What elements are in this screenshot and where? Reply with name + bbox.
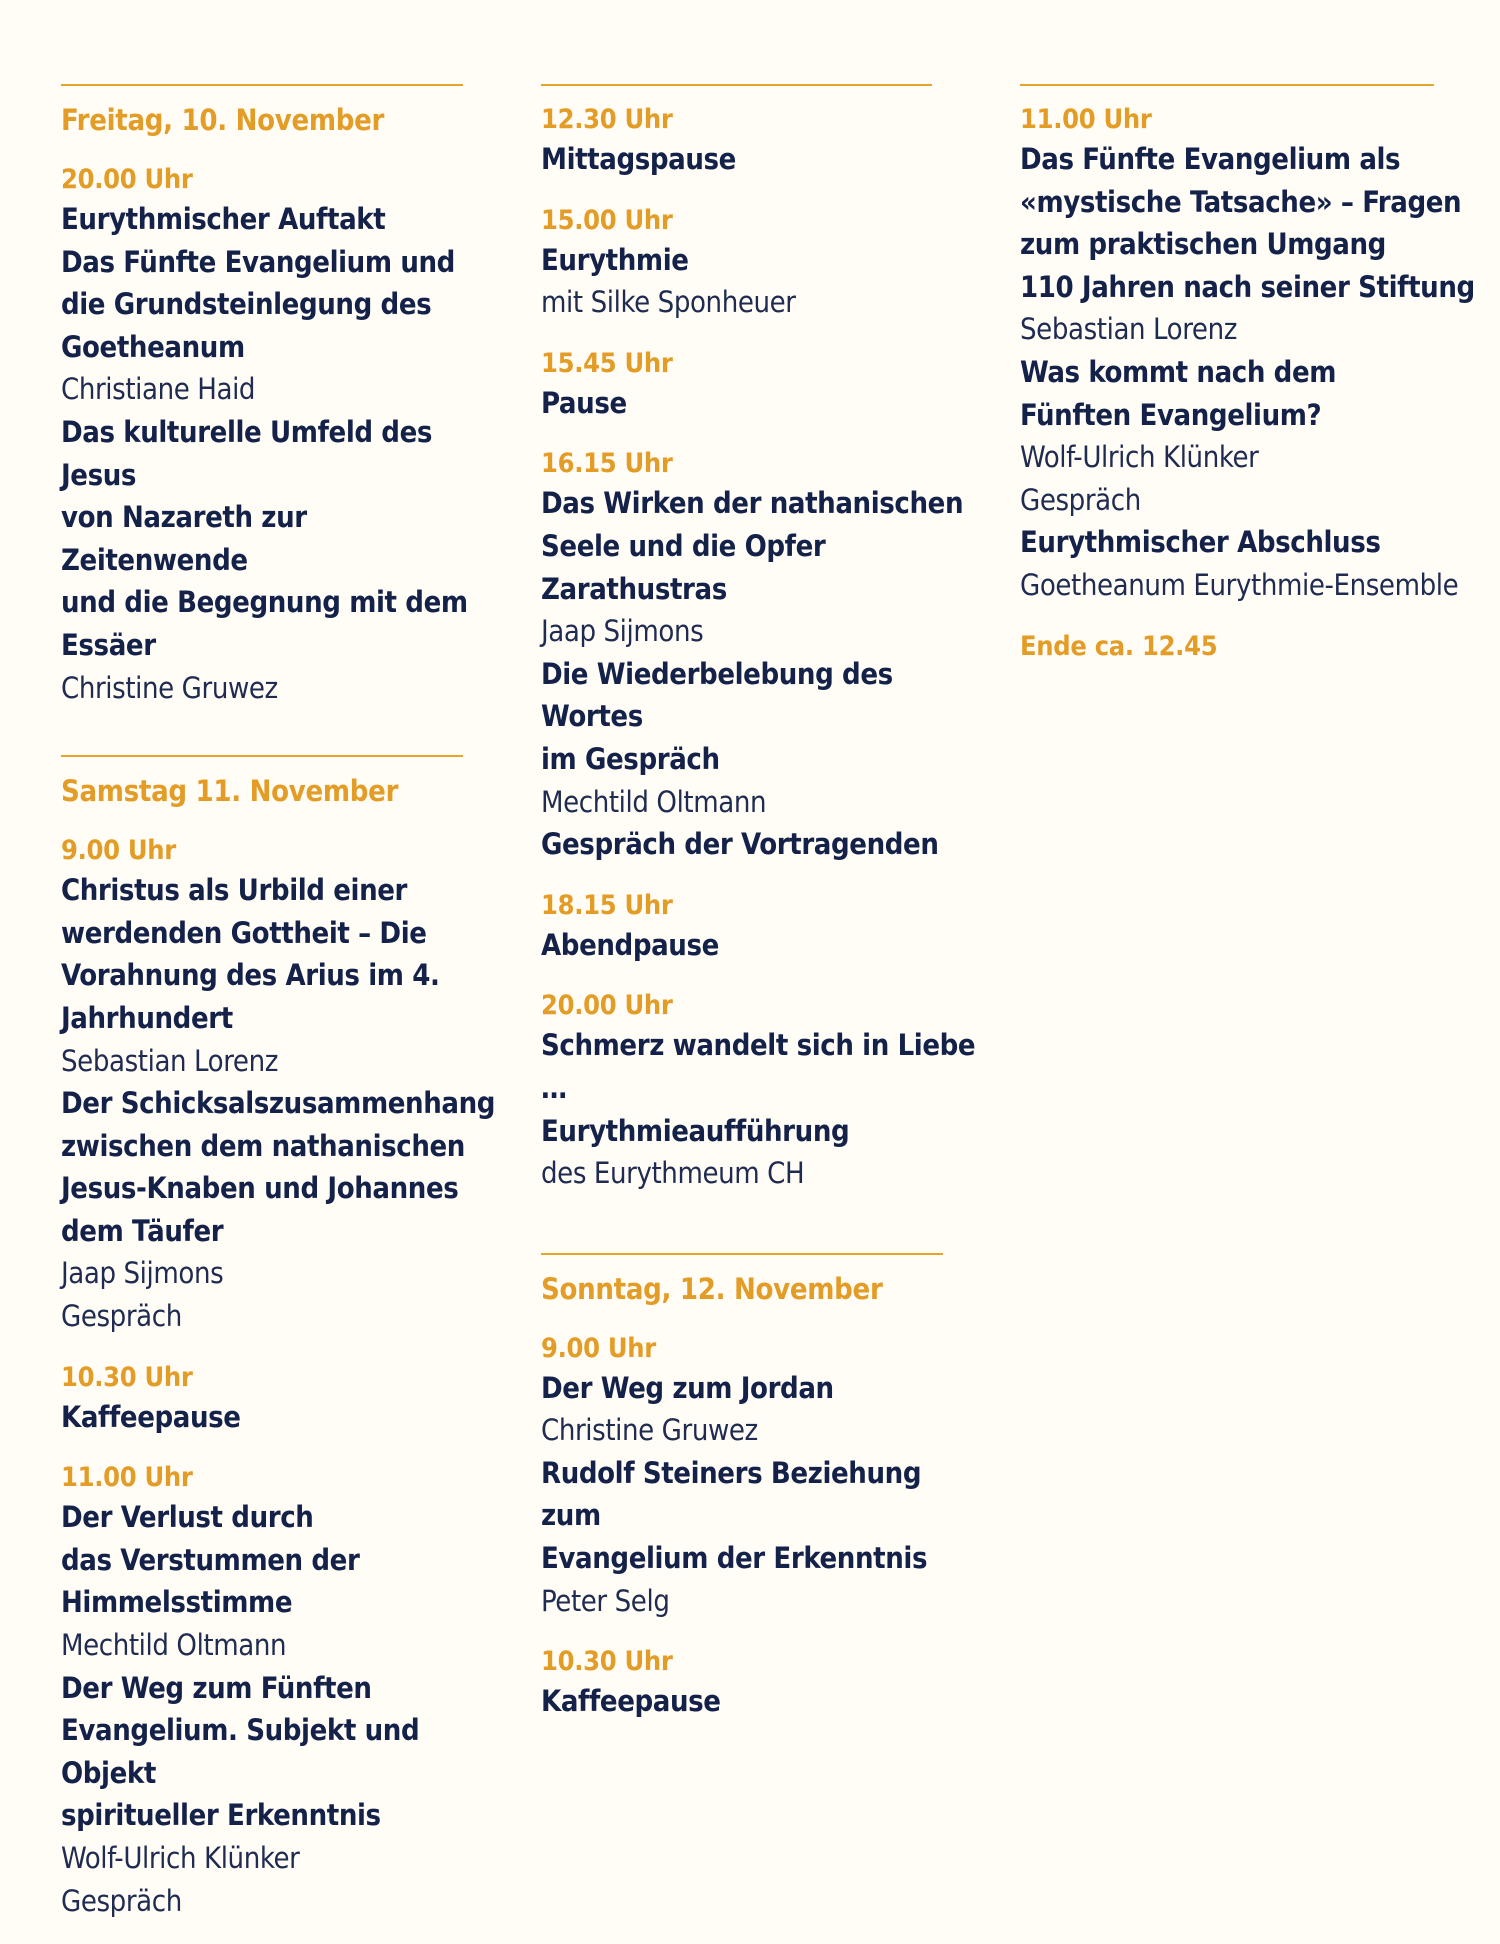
session-title: Rudolf Steiners Beziehung zum xyxy=(541,1455,922,1533)
discussion-label: Gespräch xyxy=(61,1299,182,1334)
slot-time: 20.00 Uhr xyxy=(541,990,673,1022)
session-title: von Nazareth zur Zeitenwende xyxy=(61,500,307,577)
slot-time: 10.30 Uhr xyxy=(61,1361,193,1393)
session-title: Jesus-Knaben und Johannes xyxy=(61,1171,459,1206)
speaker-name: mit Silke Sponheuer xyxy=(541,285,796,320)
performer-name: des Eurythmeum CH xyxy=(541,1156,805,1191)
program-slot xyxy=(1020,102,1490,607)
day-divider xyxy=(1020,84,1434,86)
slot-time: 15.00 Uhr xyxy=(541,204,673,236)
day-sunday xyxy=(541,1253,981,1723)
slot-time: 10.30 Uhr xyxy=(541,1646,673,1678)
session-title: Vorahnung des Arius im 4. xyxy=(61,958,440,993)
program-slot xyxy=(541,1331,981,1623)
column-1 xyxy=(61,84,501,1944)
program-slot xyxy=(541,988,981,1194)
session-title: zum praktischen Umgang xyxy=(1020,227,1386,262)
session-title: Fünften Evangelium? xyxy=(1020,397,1322,432)
speaker-name: Mechtild Oltmann xyxy=(541,784,767,819)
session-title: Das Fünfte Evangelium als xyxy=(1020,142,1401,176)
session-title: Jahrhundert xyxy=(61,1000,233,1035)
slot-time: 11.00 Uhr xyxy=(61,1462,193,1494)
day-divider xyxy=(61,84,463,86)
slot-time: 12.30 Uhr xyxy=(541,104,673,135)
session-title: Christus als Urbild einer xyxy=(61,873,408,908)
speaker-name: Mechtild Oltmann xyxy=(61,1628,287,1663)
session-title: Himmelsstimme xyxy=(61,1585,293,1620)
column-2 xyxy=(541,84,981,1745)
session-title: Die Wiederbelebung des Wortes xyxy=(541,656,893,734)
session-title: die Grundsteinlegung des xyxy=(61,287,432,322)
program-slot xyxy=(61,1360,501,1439)
session-title: Der Weg zum Jordan xyxy=(541,1370,834,1405)
session-title: Goetheanum xyxy=(61,329,245,364)
speaker-name: Christiane Haid xyxy=(61,372,256,407)
session-title: Der Weg zum Fünften xyxy=(61,1670,372,1705)
session-title: Kaffeepause xyxy=(61,1399,241,1434)
session-title: werdenden Gottheit – Die xyxy=(61,915,427,950)
day-divider xyxy=(541,1253,943,1255)
speaker-name: Jaap Sijmons xyxy=(541,614,704,649)
slot-time: 11.00 Uhr xyxy=(1020,104,1152,135)
program-slot xyxy=(541,346,981,425)
session-title: Was kommt nach dem xyxy=(1020,354,1337,389)
session-title: Seele und die Opfer xyxy=(541,528,826,563)
program-slot xyxy=(61,833,501,1338)
day-saturday xyxy=(61,755,501,1922)
session-title: Eurythmischer Abschluss xyxy=(1020,525,1381,560)
day-heading: Samstag 11. November xyxy=(61,774,399,809)
session-title: Das Wirken der nathanischen xyxy=(541,486,964,521)
program-slot xyxy=(541,203,981,324)
session-title: Abendpause xyxy=(541,927,719,962)
speaker-name: Wolf-Ulrich Klünker xyxy=(1020,440,1259,475)
slot-time: 20.00 Uhr xyxy=(61,164,193,195)
session-title: Das kulturelle Umfeld des Jesus xyxy=(61,414,433,492)
speaker-name: Sebastian Lorenz xyxy=(61,1043,279,1078)
session-title: spiritueller Erkenntnis xyxy=(61,1798,381,1833)
discussion-label: Gespräch xyxy=(1020,482,1141,517)
session-title: Eurythmischer Auftakt xyxy=(61,202,386,236)
slot-time: 16.15 Uhr xyxy=(541,448,673,480)
session-title: Das Fünfte Evangelium und xyxy=(61,244,455,279)
end-time: Ende ca. 12.45 xyxy=(1020,630,1218,662)
session-title: Der Schicksalszusammenhang xyxy=(61,1086,496,1121)
slot-time: 15.45 Uhr xyxy=(541,347,673,379)
session-title: Kaffeepause xyxy=(541,1684,721,1719)
session-title: zwischen dem nathanischen xyxy=(61,1128,465,1163)
session-title: und die Begegnung mit dem xyxy=(61,585,468,620)
session-title: Evangelium der Erkenntnis xyxy=(541,1541,928,1576)
day-friday xyxy=(61,84,501,709)
session-title: im Gespräch xyxy=(541,741,720,776)
session-title: Pause xyxy=(541,385,627,420)
speaker-name: Christine Gruwez xyxy=(61,670,278,705)
slot-time: 9.00 Uhr xyxy=(541,1332,656,1364)
day-divider xyxy=(541,84,932,86)
session-title: Eurythmie xyxy=(541,242,689,277)
day-saturday-continued xyxy=(541,84,981,1195)
program-slot xyxy=(61,162,501,709)
session-title: das Verstummen der xyxy=(61,1542,360,1577)
discussion-label: Gespräch xyxy=(61,1883,182,1918)
program-slot xyxy=(541,446,981,865)
session-title: Der Verlust durch xyxy=(61,1500,314,1535)
program-slot xyxy=(541,888,981,967)
session-title: Mittagspause xyxy=(541,142,736,176)
performer-name: Goetheanum Eurythmie-Ensemble xyxy=(1020,567,1459,602)
program-slot xyxy=(61,1460,501,1922)
session-title: Schmerz wandelt sich in Liebe … xyxy=(541,1028,976,1105)
day-heading: Freitag, 10. November xyxy=(61,103,385,137)
session-title: Evangelium. Subjekt und Objekt xyxy=(61,1713,420,1790)
day-divider xyxy=(61,755,463,757)
session-title: Zarathustras xyxy=(541,571,727,606)
speaker-name: Wolf-Ulrich Klünker xyxy=(61,1841,300,1875)
program-slot xyxy=(541,1644,981,1723)
session-title: «mystische Tatsache» – Fragen xyxy=(1020,184,1462,219)
speaker-name: Sebastian Lorenz xyxy=(1020,312,1238,347)
speaker-name: Peter Selg xyxy=(541,1583,670,1618)
session-title: 110 Jahren nach seiner Stiftung xyxy=(1020,269,1475,304)
session-title: Essäer xyxy=(61,627,156,662)
session-title: Gespräch der Vortragenden xyxy=(541,827,939,862)
program-slot xyxy=(541,102,981,181)
column-3 xyxy=(1020,84,1490,665)
slot-time: 9.00 Uhr xyxy=(61,835,176,867)
day-heading: Sonntag, 12. November xyxy=(541,1271,883,1306)
speaker-name: Christine Gruwez xyxy=(541,1413,758,1448)
session-title: dem Täufer xyxy=(61,1213,224,1248)
slot-time: 18.15 Uhr xyxy=(541,889,673,921)
speaker-name: Jaap Sijmons xyxy=(61,1256,224,1291)
day-sunday-continued xyxy=(1020,84,1490,665)
session-title: Eurythmieaufführung xyxy=(541,1113,850,1148)
